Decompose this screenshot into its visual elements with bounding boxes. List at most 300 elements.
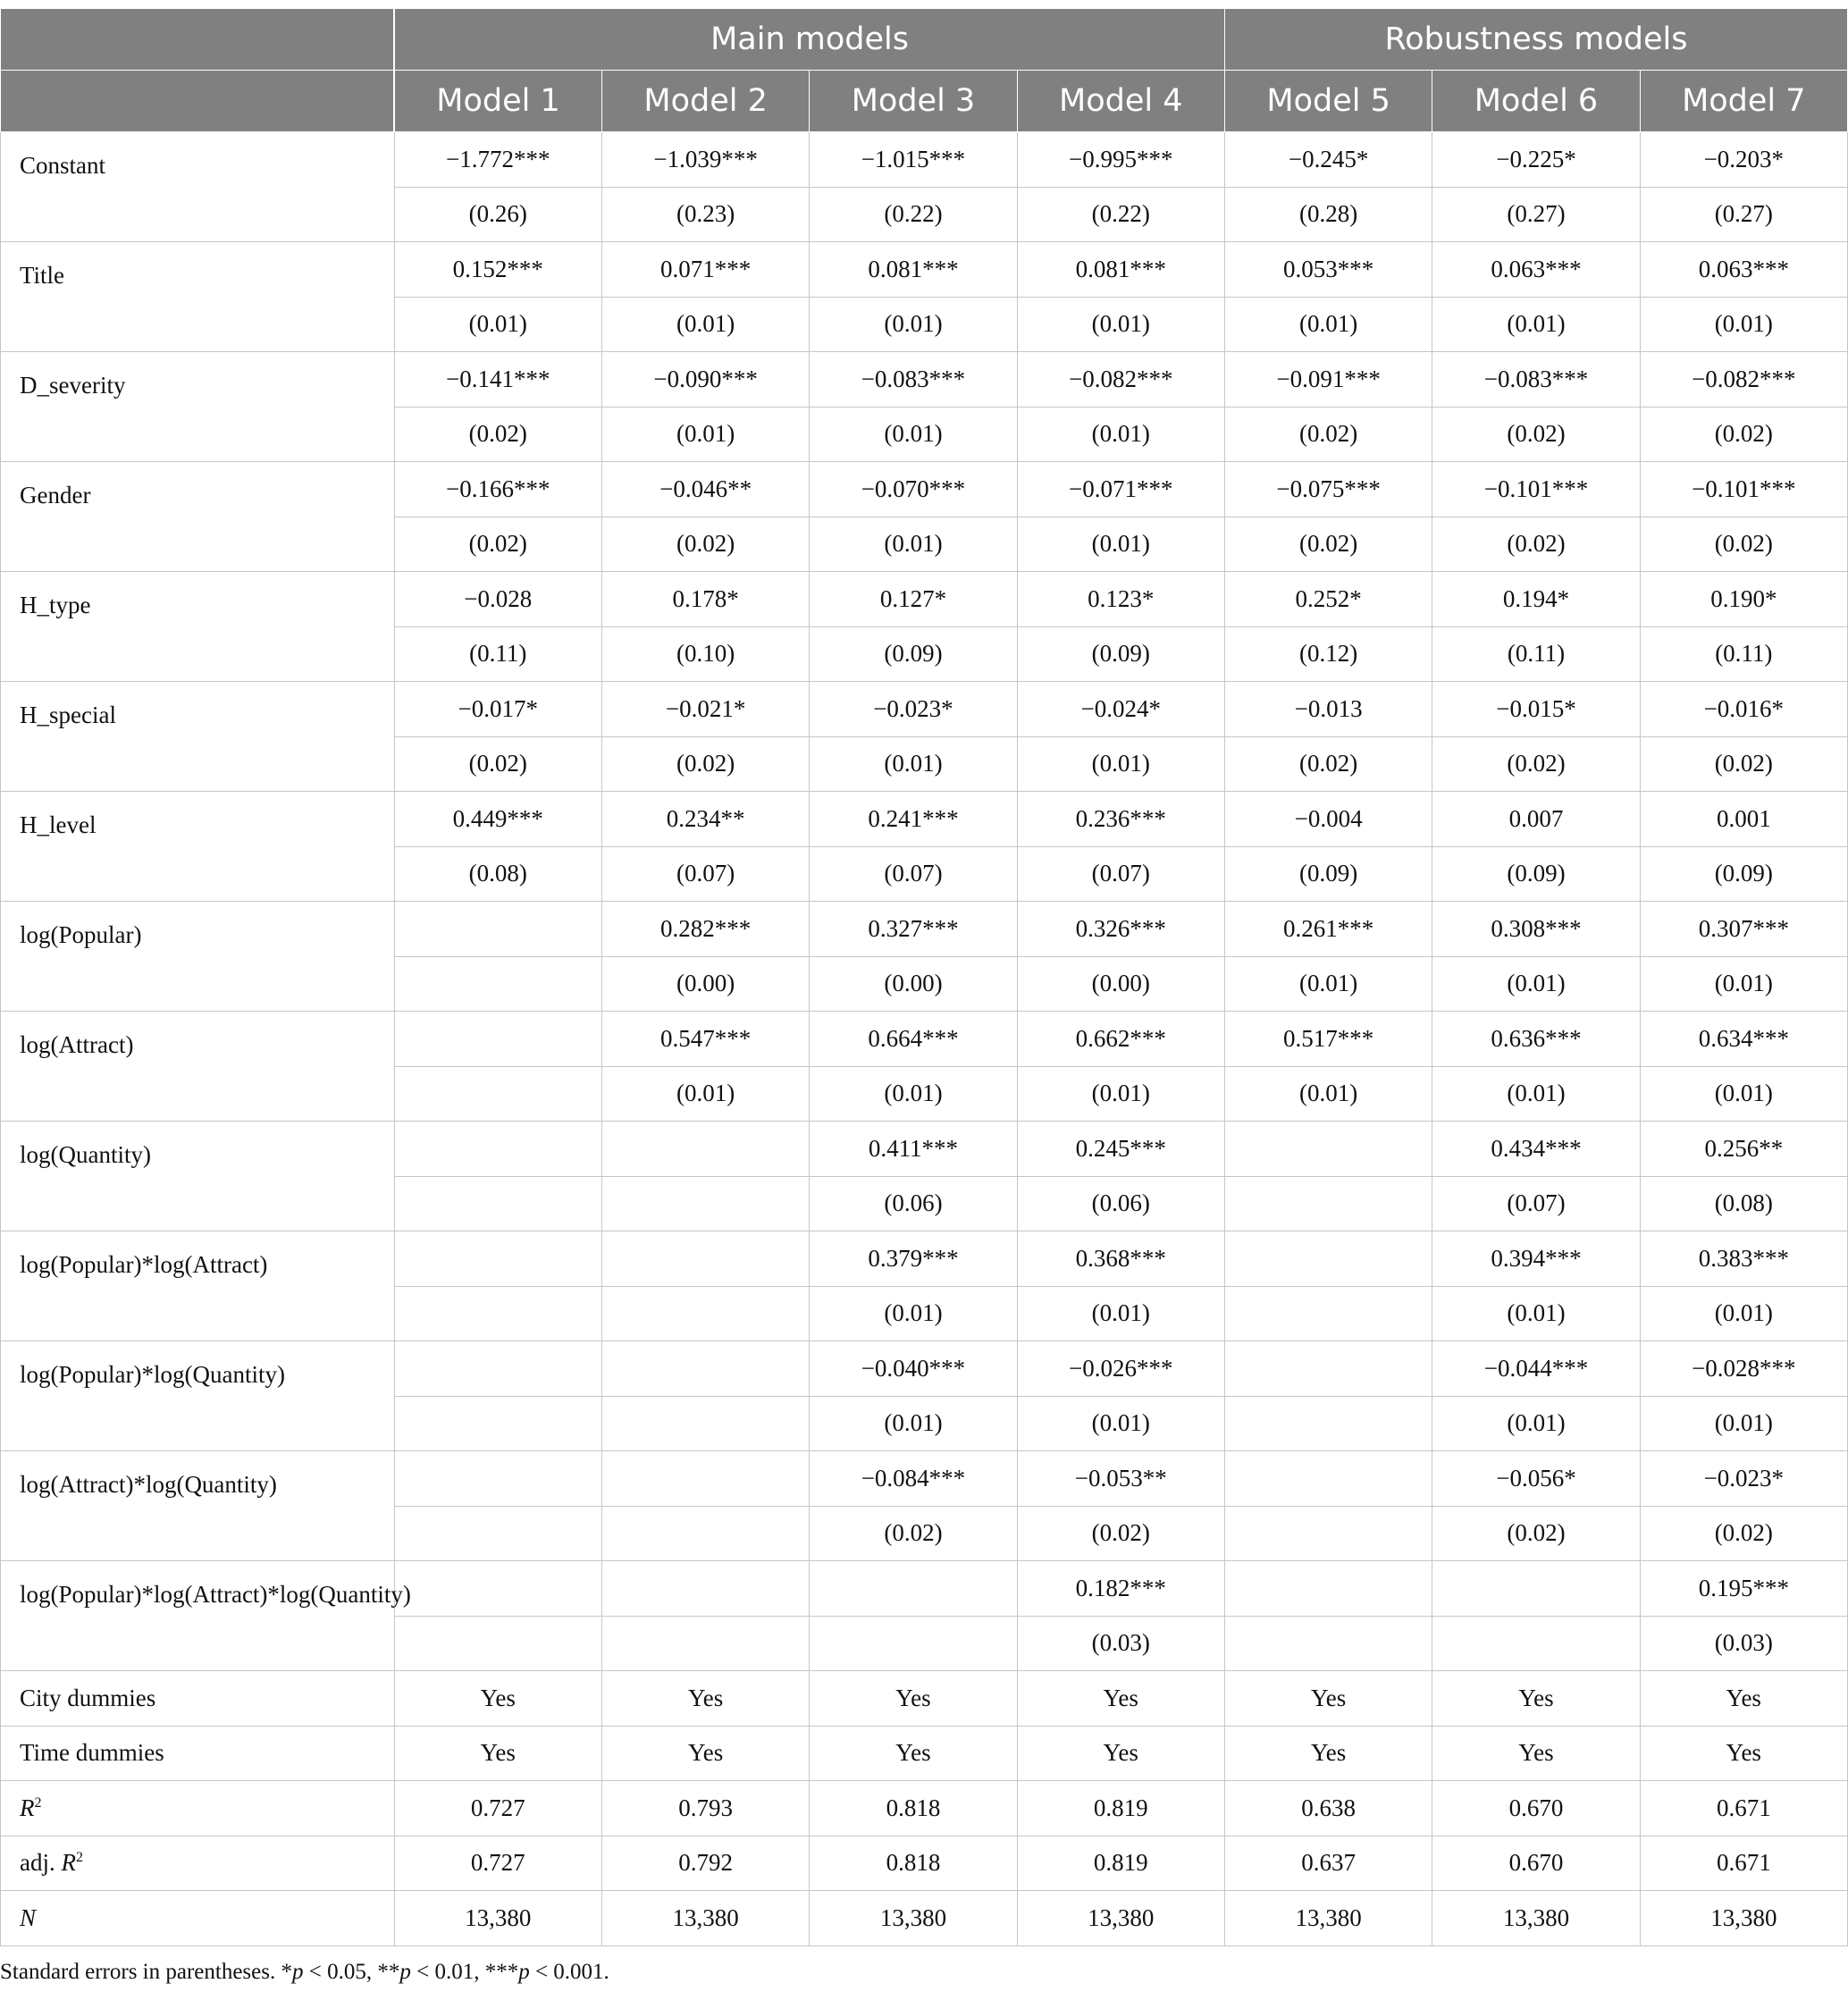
se-cell: (0.03): [1017, 1616, 1224, 1671]
coef-cell: −1.039***: [601, 132, 809, 188]
coef-row: [1, 792, 1848, 847]
coef-cell: 0.194*: [1432, 572, 1640, 627]
summary-cell: 0.637: [1224, 1836, 1432, 1891]
coef-cell: 0.063***: [1640, 242, 1847, 298]
se-cell: (0.09): [810, 626, 1017, 682]
coef-cell: −0.071***: [1017, 462, 1224, 517]
summary-cell: 0.818: [810, 1836, 1017, 1891]
variable-label: log(Attract)*log(Quantity): [1, 1451, 395, 1561]
coef-cell: −0.046**: [601, 462, 809, 517]
summary-cell: 13,380: [601, 1891, 809, 1946]
se-cell: (0.02): [1017, 1506, 1224, 1561]
se-cell: (0.06): [1017, 1176, 1224, 1231]
table-footnote: [0, 1960, 609, 1985]
variable-label: log(Popular): [1, 902, 395, 1012]
variable-label: log(Attract): [1, 1012, 395, 1122]
summary-cell: 13,380: [1432, 1891, 1640, 1946]
header-model: Model 7: [1640, 71, 1847, 132]
header-group-row: [1, 9, 1848, 71]
summary-row: [1, 1891, 1848, 1946]
se-cell: [394, 1506, 601, 1561]
se-cell: [1224, 1506, 1432, 1561]
header-group-robustness: Robustness models: [1224, 9, 1847, 71]
se-cell: (0.23): [601, 187, 809, 242]
coef-cell: −0.091***: [1224, 352, 1432, 408]
coef-cell: 0.282***: [601, 902, 809, 957]
coef-cell: −0.082***: [1017, 352, 1224, 408]
coef-cell: −0.026***: [1017, 1341, 1224, 1397]
coef-cell: 0.261***: [1224, 902, 1432, 957]
coef-row: [1, 132, 1848, 188]
coef-cell: −0.101***: [1432, 462, 1640, 517]
coef-cell: −0.082***: [1640, 352, 1847, 408]
coef-cell: −0.070***: [810, 462, 1017, 517]
se-cell: (0.01): [1017, 517, 1224, 572]
coef-cell: [394, 1451, 601, 1507]
se-cell: (0.22): [1017, 187, 1224, 242]
se-cell: (0.03): [1640, 1616, 1847, 1671]
se-cell: [1224, 1616, 1432, 1671]
summary-cell: 0.671: [1640, 1781, 1847, 1836]
se-cell: [601, 1176, 809, 1231]
variable-label: log(Quantity): [1, 1122, 395, 1231]
coef-cell: [1432, 1561, 1640, 1617]
summary-label-text: adj.: [20, 1849, 62, 1877]
summary-cell: Yes: [1432, 1671, 1640, 1727]
summary-cell: 0.671: [1640, 1836, 1847, 1891]
coef-cell: [1224, 1122, 1432, 1177]
coef-cell: 0.123*: [1017, 572, 1224, 627]
summary-cell: Yes: [1640, 1671, 1847, 1727]
coef-cell: 0.411***: [810, 1122, 1017, 1177]
summary-cell: 0.727: [394, 1836, 601, 1891]
coef-cell: [394, 1012, 601, 1067]
coef-cell: 0.236***: [1017, 792, 1224, 847]
coef-cell: 0.662***: [1017, 1012, 1224, 1067]
coef-row: [1, 1561, 1848, 1617]
se-cell: (0.01): [1017, 297, 1224, 352]
summary-cell: Yes: [1017, 1726, 1224, 1781]
se-cell: (0.07): [601, 846, 809, 902]
summary-cell: Yes: [1640, 1726, 1847, 1781]
coef-cell: 0.182***: [1017, 1561, 1224, 1617]
summary-label-text: City dummies: [20, 1684, 156, 1711]
se-cell: (0.01): [1640, 1396, 1847, 1451]
se-cell: [394, 956, 601, 1012]
summary-cell: 0.818: [810, 1781, 1017, 1836]
se-cell: (0.01): [394, 297, 601, 352]
se-cell: (0.01): [810, 1396, 1017, 1451]
variable-label: H_type: [1, 572, 395, 682]
se-cell: (0.02): [394, 407, 601, 462]
coef-cell: −0.166***: [394, 462, 601, 517]
header-model: Model 3: [810, 71, 1017, 132]
coef-cell: 0.307***: [1640, 902, 1847, 957]
se-cell: (0.01): [1224, 1066, 1432, 1122]
coef-cell: −1.015***: [810, 132, 1017, 188]
se-cell: (0.11): [1432, 626, 1640, 682]
coef-row: [1, 572, 1848, 627]
se-cell: (0.01): [1224, 297, 1432, 352]
header-group-main: Main models: [394, 9, 1224, 71]
coef-cell: 0.053***: [1224, 242, 1432, 298]
coef-cell: −0.225*: [1432, 132, 1640, 188]
summary-cell: 13,380: [394, 1891, 601, 1946]
coef-cell: [1224, 1231, 1432, 1287]
se-cell: (0.01): [1224, 956, 1432, 1012]
variable-label: H_level: [1, 792, 395, 902]
coef-cell: −0.101***: [1640, 462, 1847, 517]
coef-cell: −0.995***: [1017, 132, 1224, 188]
coef-row: [1, 462, 1848, 517]
variable-label: D_severity: [1, 352, 395, 462]
se-cell: [601, 1396, 809, 1451]
summary-cell: Yes: [1432, 1726, 1640, 1781]
variable-label: log(Popular)*log(Attract): [1, 1231, 395, 1341]
se-cell: [601, 1506, 809, 1561]
coef-cell: 0.664***: [810, 1012, 1017, 1067]
coef-cell: −0.083***: [1432, 352, 1640, 408]
coef-cell: [1224, 1561, 1432, 1617]
coef-cell: −0.084***: [810, 1451, 1017, 1507]
footnote-t2: < 0.01, ***: [410, 1960, 519, 1984]
summary-label-symbol: R: [61, 1849, 76, 1877]
summary-cell: Yes: [1224, 1726, 1432, 1781]
coef-cell: [601, 1122, 809, 1177]
se-cell: (0.02): [1224, 517, 1432, 572]
header-corner-2: [1, 71, 395, 132]
coef-cell: −0.017*: [394, 682, 601, 737]
se-cell: (0.27): [1640, 187, 1847, 242]
se-cell: (0.01): [1432, 1286, 1640, 1341]
se-cell: [394, 1396, 601, 1451]
se-cell: (0.02): [810, 1506, 1017, 1561]
se-cell: (0.22): [810, 187, 1017, 242]
regression-table: [0, 8, 1848, 1946]
header-model-row: [1, 71, 1848, 132]
footnote-p: p: [518, 1960, 530, 1984]
coef-row: [1, 1451, 1848, 1507]
header-model: Model 4: [1017, 71, 1224, 132]
variable-label: log(Popular)*log(Attract)*log(Quantity): [1, 1561, 395, 1671]
se-cell: (0.02): [1224, 407, 1432, 462]
summary-cell: 0.819: [1017, 1781, 1224, 1836]
se-cell: (0.01): [601, 407, 809, 462]
se-cell: (0.09): [1017, 626, 1224, 682]
coef-cell: 0.383***: [1640, 1231, 1847, 1287]
summary-cell: Yes: [1224, 1671, 1432, 1727]
coef-cell: 0.517***: [1224, 1012, 1432, 1067]
summary-label: [1, 1781, 395, 1836]
se-cell: (0.00): [1017, 956, 1224, 1012]
coef-cell: 0.245***: [1017, 1122, 1224, 1177]
coef-cell: 0.063***: [1432, 242, 1640, 298]
coef-cell: 0.081***: [810, 242, 1017, 298]
summary-label-symbol: R: [20, 1794, 35, 1821]
summary-label: [1, 1726, 395, 1781]
summary-cell: 13,380: [1017, 1891, 1224, 1946]
se-cell: (0.28): [1224, 187, 1432, 242]
se-cell: (0.02): [394, 517, 601, 572]
footnote-t1: < 0.05, **: [303, 1960, 400, 1984]
se-cell: (0.01): [1640, 1286, 1847, 1341]
coef-cell: 0.368***: [1017, 1231, 1224, 1287]
summary-row: [1, 1671, 1848, 1727]
se-cell: [1432, 1616, 1640, 1671]
se-cell: (0.08): [1640, 1176, 1847, 1231]
footnote-t3: < 0.001.: [529, 1960, 609, 1984]
se-cell: (0.01): [810, 736, 1017, 792]
se-cell: (0.27): [1432, 187, 1640, 242]
coef-row: [1, 242, 1848, 298]
summary-cell: Yes: [601, 1671, 809, 1727]
coef-cell: −0.028***: [1640, 1341, 1847, 1397]
se-cell: (0.01): [1017, 1286, 1224, 1341]
coef-cell: 0.326***: [1017, 902, 1224, 957]
coef-cell: −0.028: [394, 572, 601, 627]
se-cell: [1224, 1176, 1432, 1231]
coef-cell: 0.327***: [810, 902, 1017, 957]
se-cell: [1224, 1286, 1432, 1341]
se-cell: (0.01): [1640, 297, 1847, 352]
coef-cell: −0.203*: [1640, 132, 1847, 188]
coef-cell: −0.044***: [1432, 1341, 1640, 1397]
se-cell: (0.01): [1017, 736, 1224, 792]
coef-cell: 0.234**: [601, 792, 809, 847]
variable-label: log(Popular)*log(Quantity): [1, 1341, 395, 1451]
se-cell: (0.01): [1640, 956, 1847, 1012]
coef-cell: −0.016*: [1640, 682, 1847, 737]
coef-row: [1, 902, 1848, 957]
se-cell: (0.01): [1432, 1396, 1640, 1451]
summary-cell: 0.819: [1017, 1836, 1224, 1891]
se-cell: (0.01): [1432, 297, 1640, 352]
se-cell: (0.01): [1640, 1066, 1847, 1122]
coef-cell: [601, 1451, 809, 1507]
coef-cell: 0.152***: [394, 242, 601, 298]
se-cell: (0.01): [601, 1066, 809, 1122]
summary-cell: Yes: [1017, 1671, 1224, 1727]
coef-cell: 0.007: [1432, 792, 1640, 847]
coef-row: [1, 352, 1848, 408]
coef-cell: −0.024*: [1017, 682, 1224, 737]
coef-cell: 0.256**: [1640, 1122, 1847, 1177]
coef-cell: [1224, 1341, 1432, 1397]
se-cell: [1224, 1396, 1432, 1451]
coef-row: [1, 682, 1848, 737]
se-cell: (0.10): [601, 626, 809, 682]
se-cell: (0.01): [601, 297, 809, 352]
summary-label: [1, 1891, 395, 1946]
summary-row: [1, 1781, 1848, 1836]
coef-cell: 0.127*: [810, 572, 1017, 627]
summary-label: [1, 1671, 395, 1727]
se-cell: (0.01): [1017, 1066, 1224, 1122]
se-cell: (0.02): [1224, 736, 1432, 792]
coef-cell: −0.053**: [1017, 1451, 1224, 1507]
coef-cell: 0.636***: [1432, 1012, 1640, 1067]
se-cell: [394, 1176, 601, 1231]
coef-cell: −0.245*: [1224, 132, 1432, 188]
coef-cell: 0.308***: [1432, 902, 1640, 957]
se-cell: (0.11): [1640, 626, 1847, 682]
coef-cell: −0.083***: [810, 352, 1017, 408]
se-cell: [810, 1616, 1017, 1671]
se-cell: (0.09): [1640, 846, 1847, 902]
summary-cell: 0.638: [1224, 1781, 1432, 1836]
summary-label-text: Time dummies: [20, 1739, 164, 1767]
table-body: [1, 132, 1848, 1946]
se-cell: (0.12): [1224, 626, 1432, 682]
se-cell: [601, 1616, 809, 1671]
summary-cell: 0.670: [1432, 1781, 1640, 1836]
coef-cell: [601, 1341, 809, 1397]
se-cell: (0.01): [810, 1066, 1017, 1122]
se-cell: (0.00): [810, 956, 1017, 1012]
variable-label: Title: [1, 242, 395, 352]
coef-cell: [810, 1561, 1017, 1617]
se-cell: [394, 1286, 601, 1341]
variable-label: Gender: [1, 462, 395, 572]
coef-cell: 0.190*: [1640, 572, 1847, 627]
summary-label: [1, 1836, 395, 1891]
se-cell: [394, 1616, 601, 1671]
coef-cell: −0.090***: [601, 352, 809, 408]
footnote-p: p: [399, 1960, 411, 1984]
coef-cell: −0.023*: [810, 682, 1017, 737]
coef-cell: −0.040***: [810, 1341, 1017, 1397]
se-cell: (0.01): [810, 1286, 1017, 1341]
table-header: [1, 9, 1848, 132]
coef-cell: [394, 1561, 601, 1617]
coef-cell: −0.013: [1224, 682, 1432, 737]
header-corner: [1, 9, 395, 71]
coef-cell: [1224, 1451, 1432, 1507]
se-cell: (0.02): [1640, 407, 1847, 462]
footnote-p: p: [291, 1960, 304, 1984]
se-cell: (0.07): [1017, 846, 1224, 902]
coef-cell: −0.021*: [601, 682, 809, 737]
se-cell: (0.02): [394, 736, 601, 792]
summary-cell: Yes: [394, 1671, 601, 1727]
coef-cell: 0.449***: [394, 792, 601, 847]
coef-cell: 0.178*: [601, 572, 809, 627]
header-model: Model 2: [601, 71, 809, 132]
coef-cell: −0.023*: [1640, 1451, 1847, 1507]
coef-cell: 0.081***: [1017, 242, 1224, 298]
summary-label-superscript: 2: [76, 1850, 83, 1866]
se-cell: (0.09): [1224, 846, 1432, 902]
variable-label: Constant: [1, 132, 395, 242]
coef-cell: [394, 1341, 601, 1397]
summary-cell: 13,380: [1224, 1891, 1432, 1946]
summary-cell: 0.670: [1432, 1836, 1640, 1891]
coef-cell: −0.075***: [1224, 462, 1432, 517]
coef-cell: −0.056*: [1432, 1451, 1640, 1507]
se-cell: (0.06): [810, 1176, 1017, 1231]
se-cell: (0.01): [1432, 956, 1640, 1012]
summary-cell: 13,380: [1640, 1891, 1847, 1946]
se-cell: (0.01): [1432, 1066, 1640, 1122]
coef-cell: 0.071***: [601, 242, 809, 298]
se-cell: (0.09): [1432, 846, 1640, 902]
summary-cell: 0.792: [601, 1836, 809, 1891]
coef-cell: 0.434***: [1432, 1122, 1640, 1177]
se-cell: (0.02): [601, 517, 809, 572]
summary-cell: 0.793: [601, 1781, 809, 1836]
coef-row: [1, 1231, 1848, 1287]
se-cell: (0.26): [394, 187, 601, 242]
coef-cell: 0.195***: [1640, 1561, 1847, 1617]
summary-row: [1, 1726, 1848, 1781]
coef-cell: [601, 1561, 809, 1617]
coef-cell: 0.547***: [601, 1012, 809, 1067]
coef-cell: [394, 902, 601, 957]
summary-row: [1, 1836, 1848, 1891]
coef-row: [1, 1012, 1848, 1067]
variable-label: H_special: [1, 682, 395, 792]
summary-cell: Yes: [810, 1726, 1017, 1781]
coef-cell: −0.004: [1224, 792, 1432, 847]
header-model: Model 6: [1432, 71, 1640, 132]
se-cell: (0.02): [601, 736, 809, 792]
se-cell: (0.11): [394, 626, 601, 682]
footnote-lead: Standard errors in parentheses. *: [0, 1960, 292, 1984]
coef-row: [1, 1122, 1848, 1177]
coef-row: [1, 1341, 1848, 1397]
se-cell: (0.02): [1640, 517, 1847, 572]
coef-cell: [394, 1231, 601, 1287]
coef-cell: −1.772***: [394, 132, 601, 188]
se-cell: (0.08): [394, 846, 601, 902]
coef-cell: [394, 1122, 601, 1177]
se-cell: (0.02): [1432, 736, 1640, 792]
summary-label-superscript: 2: [34, 1794, 42, 1811]
coef-cell: −0.015*: [1432, 682, 1640, 737]
se-cell: (0.02): [1432, 407, 1640, 462]
se-cell: (0.00): [601, 956, 809, 1012]
coef-cell: 0.001: [1640, 792, 1847, 847]
se-cell: (0.01): [810, 517, 1017, 572]
se-cell: (0.02): [1432, 1506, 1640, 1561]
se-cell: (0.02): [1432, 517, 1640, 572]
summary-cell: Yes: [810, 1671, 1017, 1727]
coef-cell: −0.141***: [394, 352, 601, 408]
summary-cell: Yes: [601, 1726, 809, 1781]
summary-cell: Yes: [394, 1726, 601, 1781]
regression-table-container: [0, 8, 1848, 1946]
se-cell: (0.02): [1640, 1506, 1847, 1561]
se-cell: [394, 1066, 601, 1122]
coef-cell: [601, 1231, 809, 1287]
se-cell: (0.07): [1432, 1176, 1640, 1231]
header-model: Model 5: [1224, 71, 1432, 132]
summary-cell: 0.727: [394, 1781, 601, 1836]
se-cell: (0.07): [810, 846, 1017, 902]
se-cell: (0.01): [810, 407, 1017, 462]
coef-cell: 0.634***: [1640, 1012, 1847, 1067]
se-cell: [601, 1286, 809, 1341]
coef-cell: 0.252*: [1224, 572, 1432, 627]
summary-label-symbol: N: [20, 1903, 37, 1931]
header-model: Model 1: [394, 71, 601, 132]
se-cell: (0.02): [1640, 736, 1847, 792]
coef-cell: 0.394***: [1432, 1231, 1640, 1287]
se-cell: (0.01): [810, 297, 1017, 352]
coef-cell: 0.241***: [810, 792, 1017, 847]
summary-cell: 13,380: [810, 1891, 1017, 1946]
se-cell: (0.01): [1017, 1396, 1224, 1451]
